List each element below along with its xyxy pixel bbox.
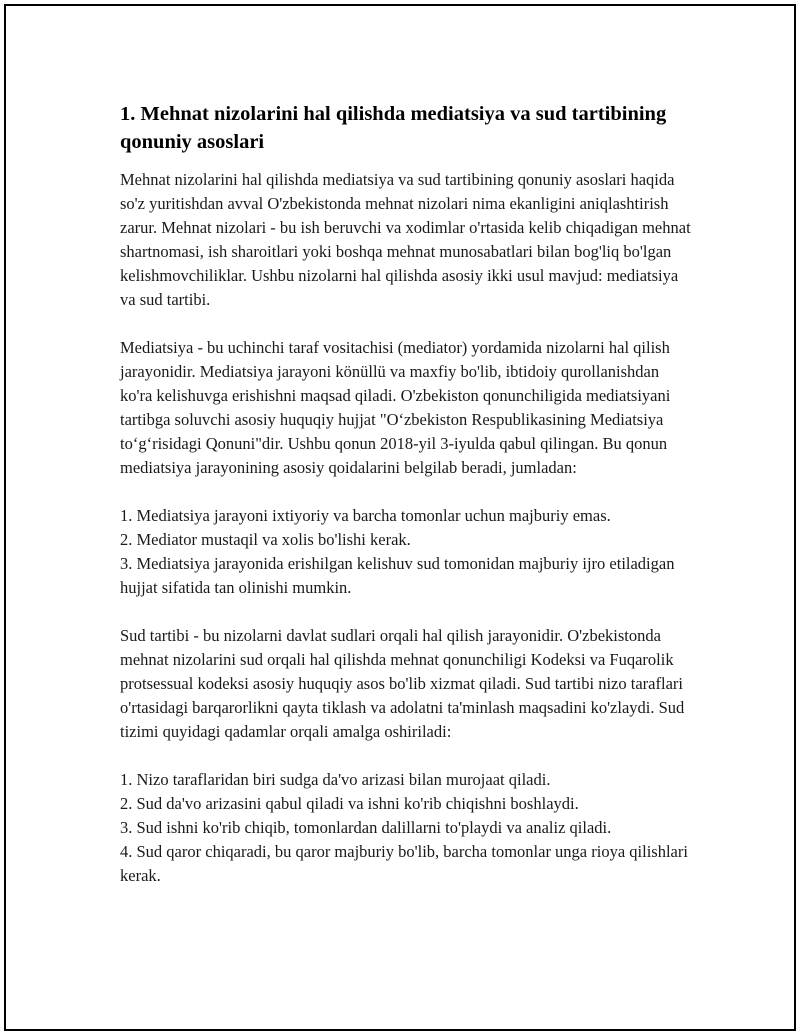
list-item: 3. Sud ishni ko'rib chiqib, tomonlardan dalillarni to'playdi va analiz qiladi. (120, 818, 612, 837)
list-item: 2. Sud da'vo arizasini qabul qiladi va ishni ko'rib chiqishni boshlaydi. (120, 794, 579, 813)
document-body (120, 100, 695, 888)
list-item: 4. Sud qaror chiqaradi, bu qaror majburiy bo'lib, barcha tomonlar unga rioya qilishlari kerak. (120, 842, 688, 885)
list-item: 2. Mediator mustaqil va xolis bo'lishi kerak. (120, 530, 411, 549)
page-frame (4, 4, 796, 1031)
court-paragraph: Sud tartibi - bu nizolarni davlat sudlari orqali hal qilish jarayonidir. O'zbekistonda mehnat nizolarini sud orqali hal qilishda mehnat qonunchiligi Kodeksi va Fuqarolik protsessual kodeksi asosiy huquqiy asos bo'lib xizmat qiladi. Sud tartibi nizo taraflari o'rtasidagi barqarorlikni qayta tiklash va adolatni ta'minlash maqsadini ko'zlaydi. Sud tizimi quyidagi qadamlar orqali amalga oshiriladi: (120, 626, 685, 741)
section-heading: 1. Mehnat nizolarini hal qilishda mediatsiya va sud tartibining qonuniy asoslari (120, 103, 667, 153)
list-item: 1. Nizo taraflaridan biri sudga da'vo arizasi bilan murojaat qiladi. (120, 770, 551, 789)
mediation-paragraph: Mediatsiya - bu uchinchi taraf vositachisi (mediator) yordamida nizolarni hal qilish jarayonidir. Mediatsiya jarayoni könüllü va maxfiy bo'lib, ibtidoiy qurollanishdan ko'ra kelishuvga erishishni maqsad qiladi. O'zbekiston qonunchiligida mediatsiyani tartibga soluvchi asosiy huquqiy hujjat "O‘zbekiston Respublikasining Mediatsiya to‘g‘risidagi Qonuni"dir. Ushbu qonun 2018-yil 3-iyulda qabul qilingan. Bu qonun mediatsiya jarayonining asosiy qoidalarini belgilab beradi, jumladan: (120, 338, 671, 477)
intro-paragraph: Mehnat nizolarini hal qilishda mediatsiya va sud tartibining qonuniy asoslari haqida so'z yuritishdan avval O'zbekistonda mehnat nizolari nima ekanligini aniqlashtirish zarur. Mehnat nizolari - bu ish beruvchi va xodimlar o'rtasida kelib chiqadigan mehnat shartnomasi, ish sharoitlari yoki boshqa mehnat munosabatlari bilan bog'liq bo'lgan kelishmovchiliklar. Ushbu nizolarni hal qilishda asosiy ikki usul mavjud: mediatsiya va sud tartibi. (120, 170, 691, 309)
list-item: 3. Mediatsiya jarayonida erishilgan kelishuv sud tomonidan majburiy ijro etiladigan hujjat sifatida tan olinishi mumkin. (120, 554, 675, 597)
list-item: 1. Mediatsiya jarayoni ixtiyoriy va barcha tomonlar uchun majburiy emas. (120, 506, 611, 525)
mediation-rules-list (120, 504, 695, 600)
court-steps-list (120, 768, 695, 888)
